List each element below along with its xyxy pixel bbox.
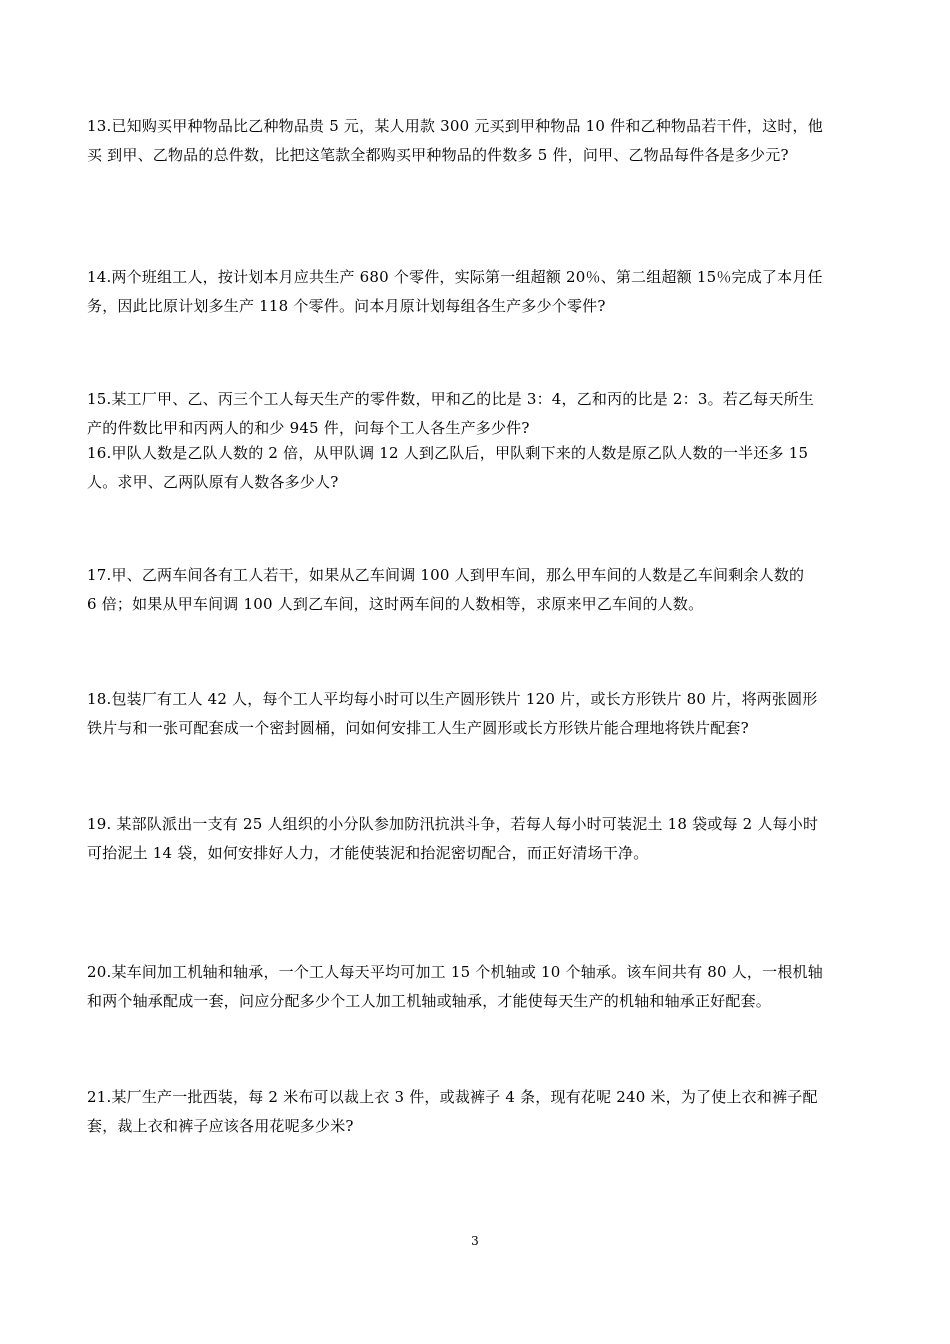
problem-13 <box>87 112 863 170</box>
problem-15 <box>87 385 863 443</box>
problem-16 <box>87 439 863 497</box>
problem-line: 产的件数比甲和丙两人的和少 945 件，问每个工人各生产多少件? <box>87 419 530 437</box>
problem-line: 16.甲队人数是乙队人数的 2 倍，从甲队调 12 人到乙队后，甲队剩下来的人数是原乙队人数的一半还多 15 <box>87 444 809 462</box>
problem-20 <box>87 958 863 1016</box>
problem-line: 21.某厂生产一批西装，每 2 米布可以裁上衣 3 件，或裁裤子 4 条，现有花呢 240 米，为了使上衣和裤子配 <box>87 1088 818 1106</box>
problem-18 <box>87 685 863 743</box>
page-number: 3 <box>471 1234 479 1248</box>
problem-line: 套，裁上衣和裤子应该各用花呢多少米? <box>87 1117 354 1135</box>
problem-line: 17.甲、乙两车间各有工人若干，如果从乙车间调 100 人到甲车间，那么甲车间的人数是乙车间剩余人数的 <box>87 566 805 584</box>
problem-line: 19. 某部队派出一支有 25 人组织的小分队参加防汛抗洪斗争，若每人每小时可装泥土 18 袋或每 2 人每小时 <box>87 815 819 833</box>
problem-line: 铁片与和一张可配套成一个密封圆桶，问如何安排工人生产圆形或长方形铁片能合理地将铁片配套? <box>87 719 749 737</box>
problem-line: 可抬泥土 14 袋，如何安排好人力，才能使装泥和抬泥密切配合，而正好清场干净。 <box>87 844 649 862</box>
problem-line: 6 倍；如果从甲车间调 100 人到乙车间，这时两车间的人数相等，求原来甲乙车间的人数。 <box>87 595 704 613</box>
problem-line: 买 到甲、乙物品的总件数，比把这笔款全都购买甲种物品的件数多 5 件，问甲、乙物品每件各是多少元? <box>87 146 789 164</box>
problem-17 <box>87 561 863 619</box>
problem-21 <box>87 1083 863 1141</box>
problem-line: 人。求甲、乙两队原有人数各多少人? <box>87 473 339 491</box>
problem-line: 15.某工厂甲、乙、丙三个工人每天生产的零件数，甲和乙的比是 3：4，乙和丙的比是 2：3。若乙每天所生 <box>87 390 814 408</box>
problem-line: 务，因此比原计划多生产 118 个零件。问本月原计划每组各生产多少个零件? <box>87 297 606 315</box>
problem-line: 和两个轴承配成一套，问应分配多少个工人加工机轴或轴承，才能使每天生产的机轴和轴承正好配套。 <box>87 992 772 1010</box>
problem-19 <box>87 810 863 868</box>
problem-line: 20.某车间加工机轴和轴承，一个工人每天平均可加工 15 个机轴或 10 个轴承。该车间共有 80 人，一根机轴 <box>87 963 823 981</box>
problem-line: 13.已知购买甲种物品比乙种物品贵 5 元，某人用款 300 元买到甲种物品 10 件和乙种物品若干件，这时，他 <box>87 117 823 135</box>
problem-14 <box>87 263 863 321</box>
problem-line: 18.包装厂有工人 42 人，每个工人平均每小时可以生产圆形铁片 120 片，或长方形铁片 80 片，将两张圆形 <box>87 690 818 708</box>
problem-line: 14.两个班组工人，按计划本月应共生产 680 个零件，实际第一组超额 20％、第二组超额 15％完成了本月任 <box>87 268 823 286</box>
